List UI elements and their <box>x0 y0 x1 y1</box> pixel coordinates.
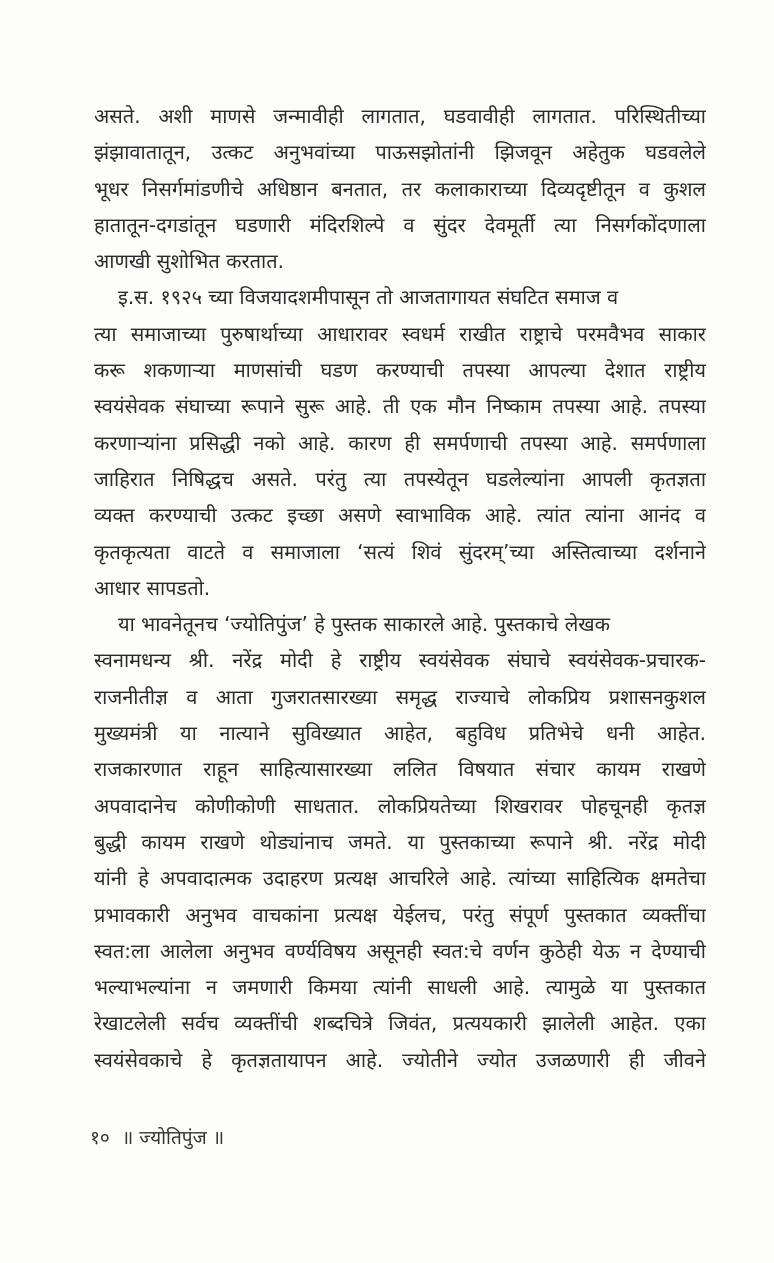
page-footer <box>90 1124 224 1150</box>
text-line: अपवादानेच कोणीकोणी साधतात. लोकप्रियतेच्या शिखरावर पोहचूनही कृतज्ञ <box>94 793 706 818</box>
text-line: राजनीतीज्ञ व आता गुजरातसारख्या समृद्ध राज्याचे लोकप्रिय प्रशासनकुशल <box>94 684 706 709</box>
text-line: बुद्धी कायम राखणे थोड्यांनाच जमते. या पुस्तकाच्या रूपाने श्री. नरेंद्र मोदी <box>94 829 706 854</box>
text-line: भल्याभल्यांना न जमणारी किमया त्यांनी साधली आहे. त्यामुळे या पुस्तकात <box>94 975 706 1000</box>
text-line: प्रभावकारी अनुभव वाचकांना प्रत्यक्ष येईलच, परंतु संपूर्ण पुस्तकात व्यक्तींचा <box>94 902 706 927</box>
text-line: भूधर निसर्गमांडणीचे अधिष्ठान बनतात, तर कलाकाराच्या दिव्यदृष्टीतून व कुशल <box>94 176 706 201</box>
text-line: व्यक्त करण्याची उत्कट इच्छा असणे स्वाभाविक आहे. त्यांत त्यांना आनंद व <box>94 503 706 528</box>
body-text <box>94 98 706 1078</box>
text-line: त्या समाजाच्या पुरुषार्थाच्या आधारावर स्वधर्म राखीत राष्ट्राचे परमवैभव साकार <box>94 321 706 346</box>
text-line: आधार सापडतो. <box>94 575 211 600</box>
text-line: इ.स. १९२५ च्या विजयादशमीपासून तो आजतागायत संघटित समाज व <box>118 285 619 310</box>
text-line: रेखाटलेली सर्वच व्यक्तींची शब्दचित्रे जिवंत, प्रत्ययकारी झालेली आहेत. एका <box>94 1011 706 1036</box>
text-line: स्वयंसेवक संघाच्या रूपाने सुरू आहे. ती एक मौन निष्काम तपस्या आहे. तपस्या <box>94 394 706 419</box>
text-line: या भावनेतूनच ‘ज्योतिपुंज’ हे पुस्तक साकारले आहे. पुस्तकाचे लेखक <box>118 612 610 637</box>
text-line: करणाऱ्यांना प्रसिद्धी नको आहे. कारण ही समर्पणाची तपस्या आहे. समर्पणाला <box>94 430 706 455</box>
text-line: आणखी सुशोभित करतात. <box>94 249 284 274</box>
text-line: यांनी हे अपवादात्मक उदाहरण प्रत्यक्ष आचरिले आहे. त्यांच्या साहित्यिक क्षमतेचा <box>94 866 706 891</box>
text-line: कृतकृत्यता वाटते व समाजाला ‘सत्यं शिवं सुंदरम्’च्या अस्तित्वाच्या दर्शनाने <box>94 539 706 564</box>
text-line: मुख्यमंत्री या नात्याने सुविख्यात आहेत, बहुविध प्रतिभेचे धनी आहेत. <box>94 721 706 746</box>
text-line: स्वनामधन्य श्री. नरेंद्र मोदी हे राष्ट्रीय स्वयंसेवक संघाचे स्वयंसेवक-प्रचारक- <box>94 648 706 673</box>
text-line: जाहिरात निषिद्धच असते. परंतु त्या तपस्येतून घडलेल्यांना आपली कृतज्ञता <box>94 466 706 491</box>
text-line: असते. अशी माणसे जन्मावीही लागतात, घडवावीही लागतात. परिस्थितीच्या <box>94 104 706 128</box>
text-line: हातातून-दगडांतून घडणारी मंदिरशिल्पे व सुंदर देवमूर्ती त्या निसर्गकोंदणाला <box>94 212 706 237</box>
running-title: ॥ ज्योतिपुंज ॥ <box>121 1127 225 1149</box>
text-line: झंझावातातून, उत्कट अनुभवांच्या पाऊसझोतांनी झिजवून अहेतुक घडवलेले <box>94 140 706 165</box>
text-line: स्वयंसेवकाचे हे कृतज्ञतायापन आहे. ज्योतीने ज्योत उजळणारी ही जीवने <box>94 1047 706 1072</box>
text-line: करू शकणाऱ्या माणसांची घडण करण्याची तपस्या आपल्या देशात राष्ट्रीय <box>94 358 706 383</box>
text-line: स्वत:ला आलेला अनुभव वर्ण्यविषय असूनही स्वत:चे वर्णन कुठेही येऊ न देण्याची <box>94 938 706 963</box>
page-number: १० <box>90 1127 110 1149</box>
text-line: राजकारणात राहून साहित्यासारख्या ललित विषयात संचार कायम राखणे <box>94 757 706 782</box>
